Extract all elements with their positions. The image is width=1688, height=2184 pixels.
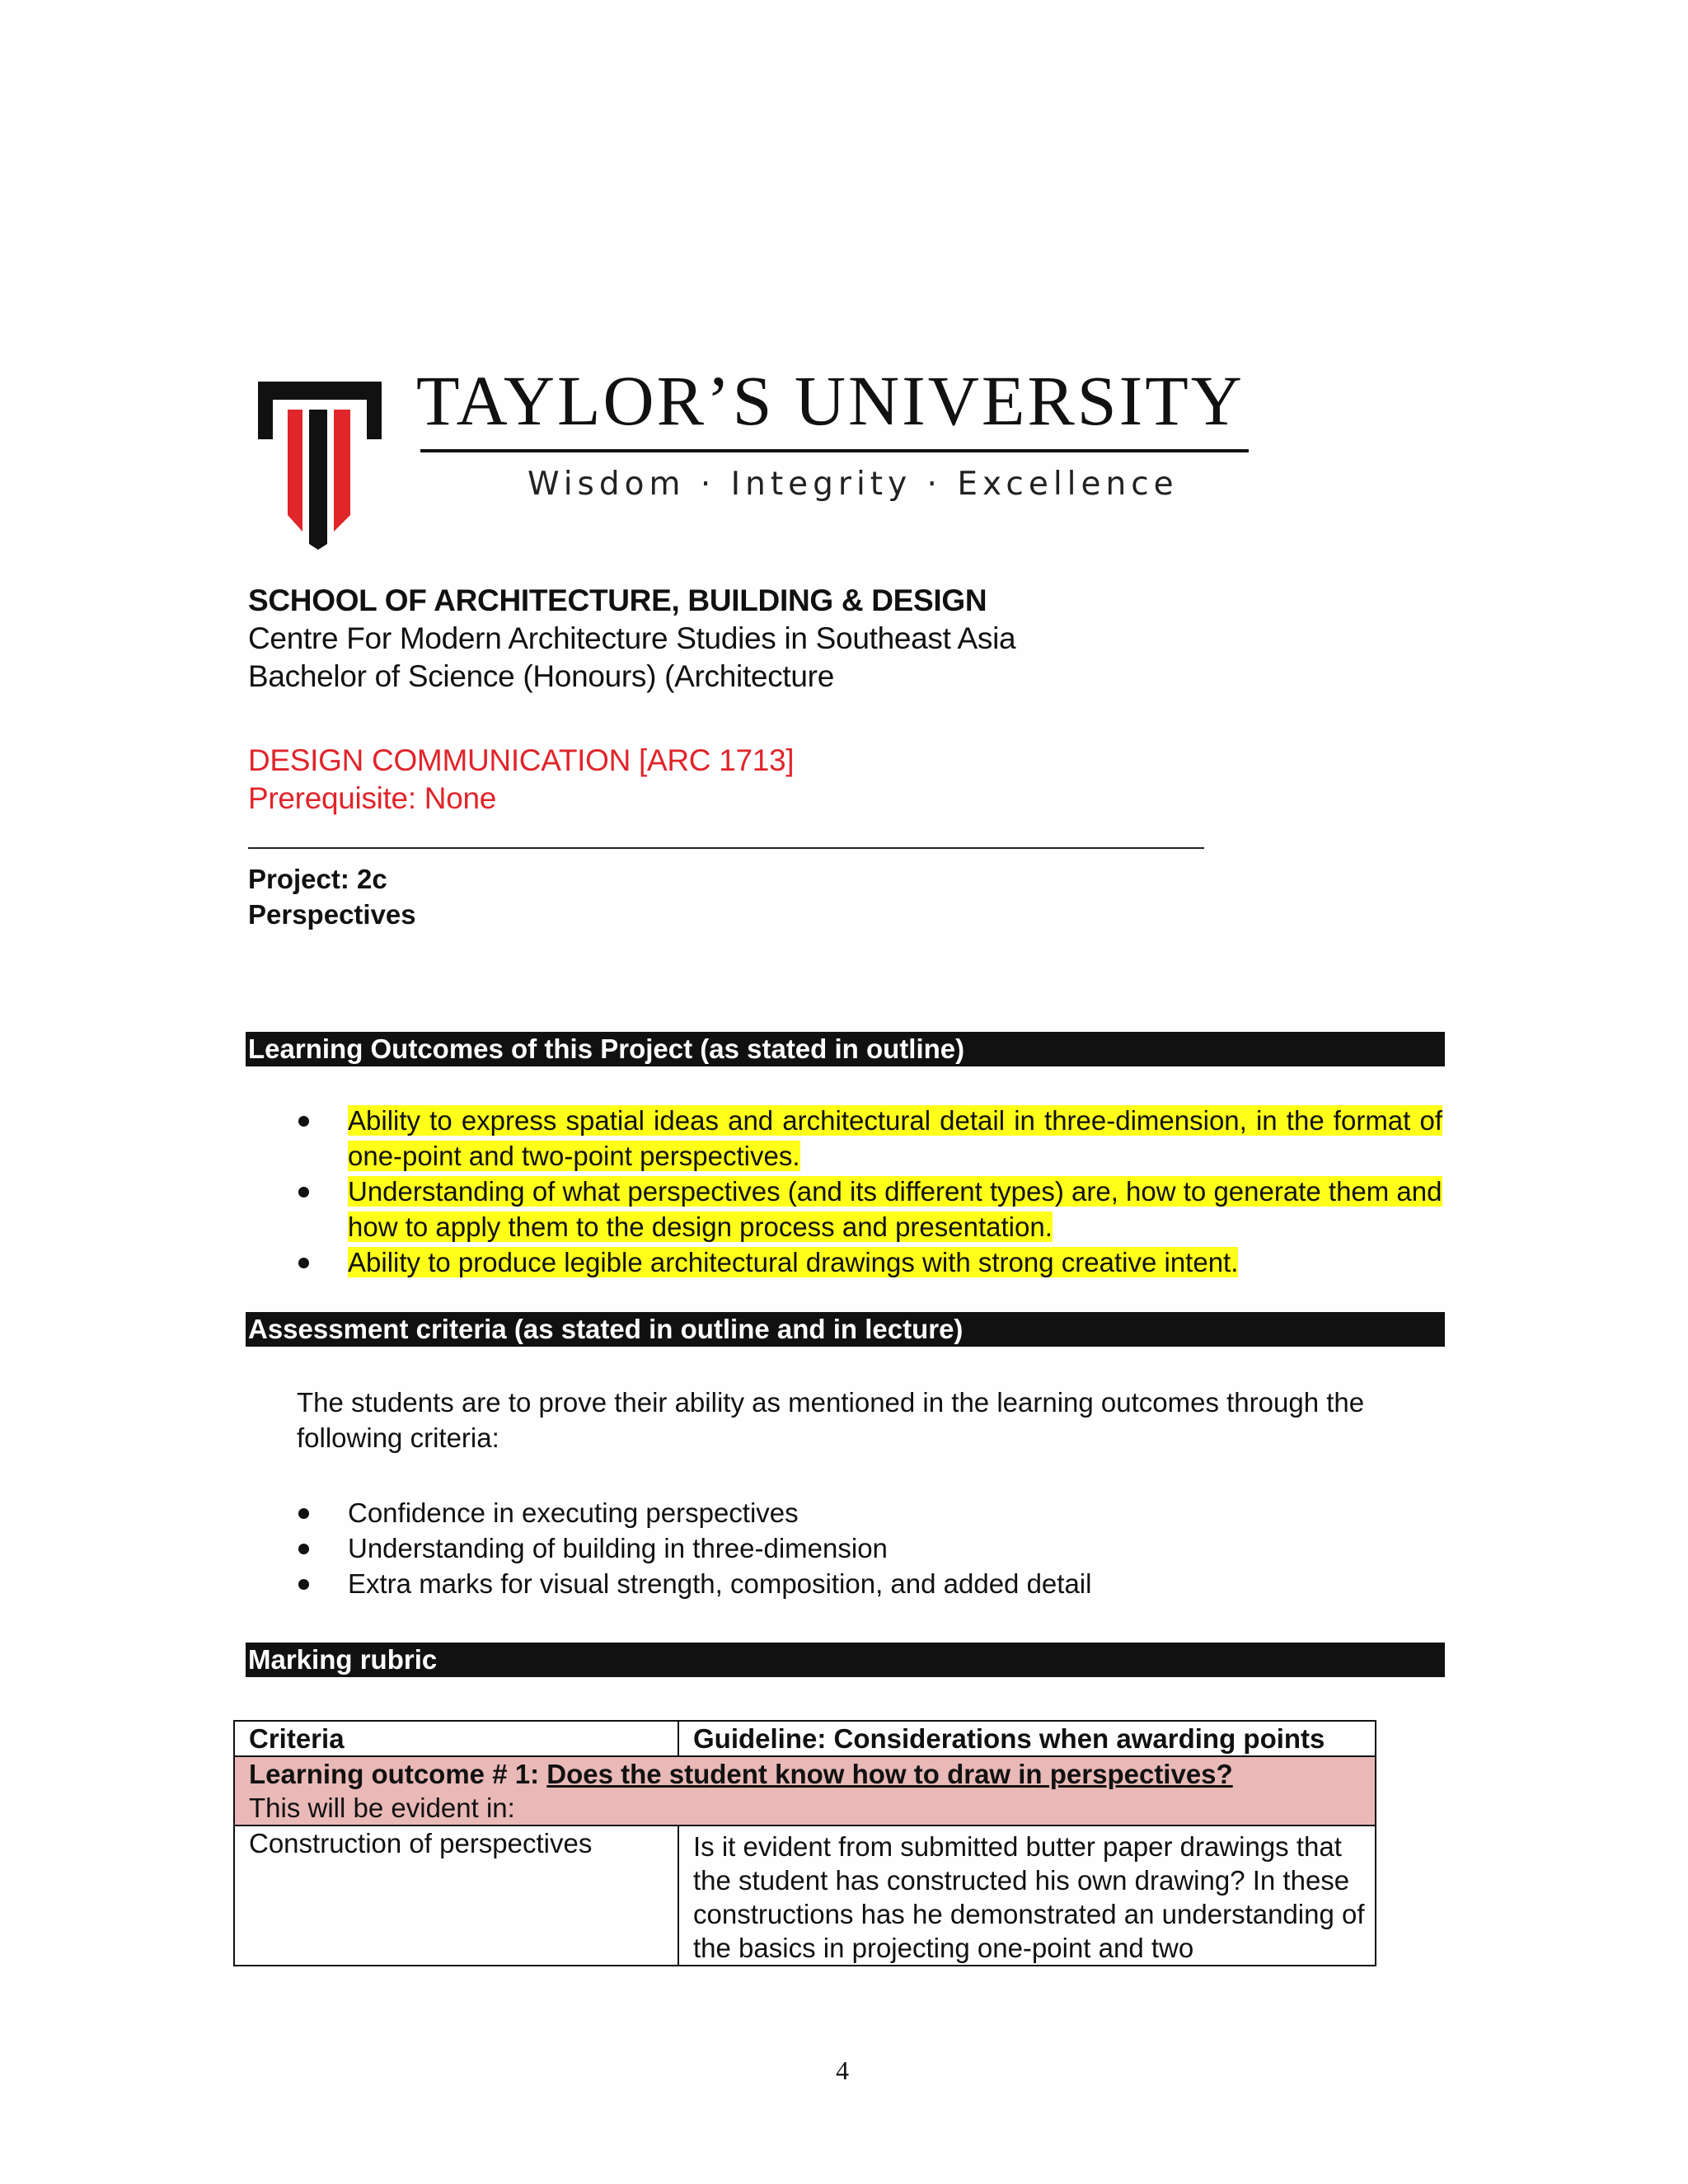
project-title: Perspectives [248,899,416,930]
learning-outcomes-heading: Learning Outcomes of this Project (as stated in outline) [246,1032,1445,1066]
bullet-icon [298,1116,309,1127]
logo-tagline: Wisdom · Integrity · Excellence [528,466,1179,503]
learning-outcomes-list [297,1103,1442,1280]
guideline-cell: Is it evident from submitted butter paper drawings that the student has constructed his own drawing? In these constructions has he demonstrated an understanding of the basics in projecting one-point and two [678,1825,1376,1966]
list-item [297,1495,1442,1530]
assessment-heading: Assessment criteria (as stated in outline and in lecture) [246,1312,1445,1347]
criteria-column-header: Criteria [234,1721,678,1756]
table-row [234,1825,1376,1966]
criteria-cell: Construction of perspectives [234,1825,678,1966]
list-item [297,1244,1442,1280]
guideline-column-header: Guideline: Considerations when awarding points [678,1721,1376,1756]
programme-name: Bachelor of Science (Honours) (Architecture [248,659,834,693]
marking-rubric-table [233,1720,1376,1966]
header-divider [248,847,1204,849]
course-title: DESIGN COMMUNICATION [ARC 1713] [248,743,795,777]
learning-outcome-row [234,1756,1376,1825]
assessment-item-text: Confidence in executing perspectives [348,1497,799,1528]
learning-outcome-text: Ability to produce legible architectural drawings with strong creative intent. [348,1247,1239,1277]
bullet-icon [298,1187,309,1197]
bullet-icon [298,1258,309,1268]
bullet-icon [298,1579,309,1590]
logo-crest-top-bar [258,382,382,400]
school-name: SCHOOL OF ARCHITECTURE, BUILDING & DESIGN [248,583,987,617]
table-header-row [234,1721,1376,1756]
list-item [297,1174,1442,1244]
list-item [297,1566,1442,1601]
project-label: Project: 2c [248,864,387,894]
assessment-item-text: Extra marks for visual strength, composition, and added detail [348,1568,1092,1599]
taylors-university-logo [251,367,1257,552]
bullet-icon [298,1544,309,1554]
learning-outcome-text: Understanding of what perspectives (and its different types) are, how to generate them and how to apply them to the design process and presentation. [348,1176,1442,1242]
list-item [297,1530,1442,1566]
centre-name: Centre For Modern Architecture Studies in Southeast Asia [248,621,1016,655]
logo-underline [420,449,1249,452]
page-number: 4 [836,2055,849,2085]
assessment-item-text: Understanding of building in three-dimension [348,1533,888,1563]
assessment-list [297,1495,1442,1601]
outcome-label: Learning outcome # 1: [249,1759,547,1789]
learning-outcome-cell [234,1756,1376,1825]
learning-outcome-text: Ability to express spatial ideas and architectural detail in three-dimension, in the format of one-point and two-point perspectives. [348,1105,1442,1171]
logo-crest-left-wing [258,382,273,439]
logo-crest-right-wing [367,382,382,439]
evident-in-label: This will be evident in: [249,1793,515,1823]
logo-university-name: TAYLOR’S UNIVERSITY [416,367,1245,440]
bullet-icon [298,1508,309,1519]
prerequisite: Prerequisite: None [248,781,497,815]
list-item [297,1103,1442,1174]
outcome-question: Does the student know how to draw in perspectives? [546,1759,1233,1789]
logo-crest-red-bar-left [288,410,302,532]
marking-rubric-heading: Marking rubric [246,1643,1445,1677]
logo-crest-black-bar-middle [309,410,327,550]
assessment-intro: The students are to prove their ability as mentioned in the learning outcomes through the following criteria: [297,1387,1365,1453]
logo-crest-red-bar-right [334,410,350,532]
